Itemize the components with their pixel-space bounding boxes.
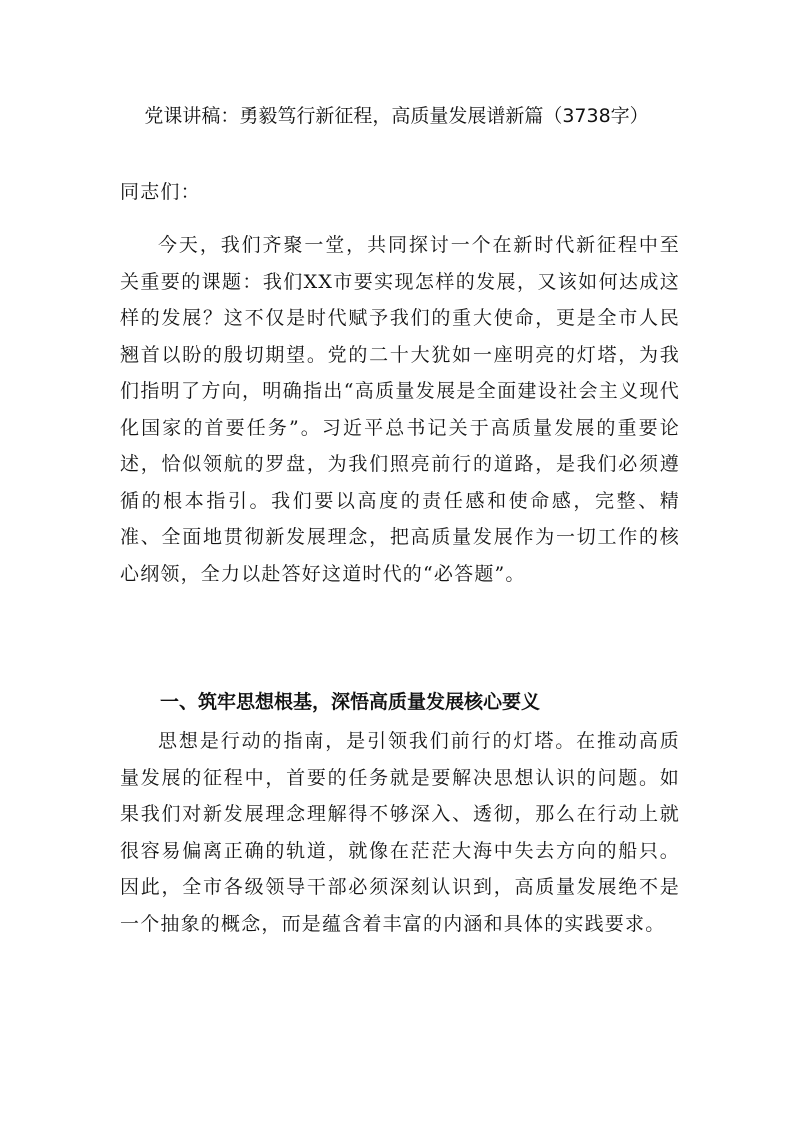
section-heading: 一、筑牢思想根基，深悟高质量发展核心要义 — [160, 691, 541, 713]
salutation: 同志们： — [120, 181, 201, 203]
section-body — [120, 723, 680, 942]
section-paragraph: 思想是行动的指南，是引领我们前行的灯塔。在推动高质量发展的征程中，首要的任务就是要解决思想认识的问题。如果我们对新发展理念理解得不够深入、透彻，那么在行动上就很容易偏离正确的轨道，就像在茫茫大海中失去方向的船只。因此，全市各级领导干部必须深刻认识到，高质量发展绝不是一个抽象的概念，而是蕴含着丰富的内涵和具体的实践要求。 — [120, 730, 680, 935]
intro-paragraph: 今天，我们齐聚一堂，共同探讨一个在新时代新征程中至关重要的课题：我们XX市要实现怎样的发展，又该如何达成这样的发展？这不仅是时代赋予我们的重大使命，更是全市人民翘首以盼的殷切期望。党的二十大犹如一座明亮的灯塔，为我们指明了方向，明确指出“高质量发展是全面建设社会主义现代化国家的首要任务”。习近平总书记关于高质量发展的重要论述，恰似领航的罗盘，为我们照亮前行的道路，是我们必须遵循的根本指引。我们要以高度的责任感和使命感，完整、精准、全面地贯彻新发展理念，把高质量发展作为一切工作的核心纲领，全力以赴答好这道时代的“必答题”。 — [120, 234, 680, 585]
document-title: 党课讲稿：勇毅笃行新征程，高质量发展谱新篇（3738字） — [144, 105, 649, 127]
intro-section — [120, 227, 680, 592]
